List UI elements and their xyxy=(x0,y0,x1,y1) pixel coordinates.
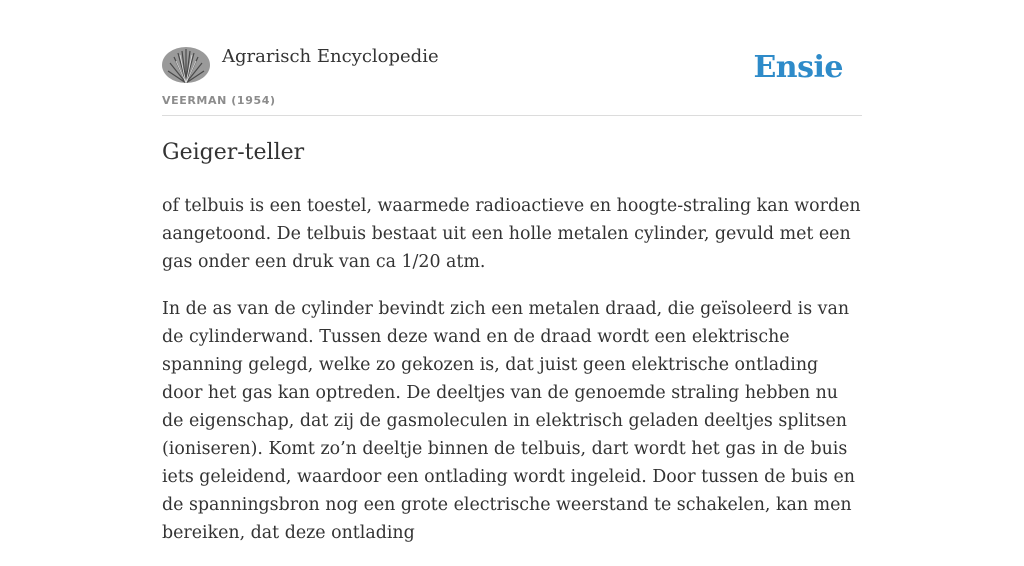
article-body xyxy=(162,192,862,566)
entry-title: Geiger-teller xyxy=(162,140,305,165)
paragraph: of telbuis is een toestel, waarmede radioactieve en hoogte-straling kan worden aangetoond. De telbuis bestaat uit een holle metalen cylinder, gevuld met een gas onder een druk van ca 1/20 atm. xyxy=(162,196,861,272)
wheat-sheaf-icon[interactable] xyxy=(162,47,210,83)
brand-logo[interactable]: Ensie xyxy=(753,50,843,85)
book-title[interactable]: Agrarisch Encyclopedie xyxy=(222,46,439,67)
edition-label: VEERMAN (1954) xyxy=(162,94,276,107)
header xyxy=(162,44,862,116)
paragraph: In de as van de cylinder bevindt zich een metalen draad, die geïsoleerd is van de cylinderwand. Tussen deze wand en de draad wordt een elektrische spanning gelegd, welke zo gekozen is, dat juist geen elektrische ontlading door het gas kan optreden. De deeltjes van de genoemde straling hebben nu de eigenschap, dat zij de gasmoleculen in elektrisch geladen deeltjes splitsen (ioniseren). Komt zo’n deeltje binnen de telbuis, dart wordt het gas in de buis iets geleidend, waardoor een ontlading wordt ingeleid. Door tussen de buis en de spanningsbron nog een grote electrische weerstand te schakelen, kan men bereiken, dat deze ontlading xyxy=(162,299,855,543)
